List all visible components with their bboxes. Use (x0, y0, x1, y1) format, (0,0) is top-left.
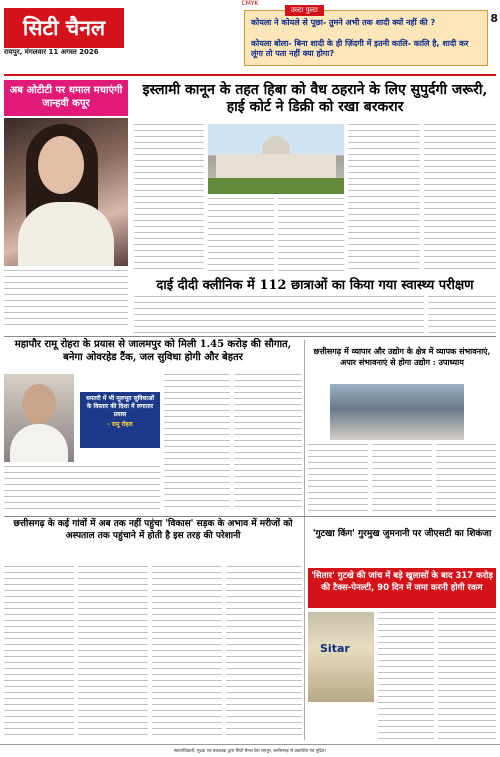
dateline: रायपुर, मंगलवार 11 अगस्त 2026 (4, 48, 99, 56)
story4-body-col1 (308, 444, 368, 516)
gutka-packet-photo-icon (308, 612, 374, 702)
lead-body-col5 (424, 124, 496, 274)
story5-headline: छत्तीसगढ़ के कई गांवों में अब तक नहीं पहुंचा 'विकास' सड़क के अभाव में मरीजों को अस्पताल तक पहुंचाने में होती है इस तरह की परेशानी (13, 519, 293, 541)
page-number: 8 (490, 12, 498, 25)
section-rule (4, 516, 496, 517)
story4-body-col2 (372, 444, 432, 516)
story6-body-col2 (438, 612, 496, 740)
sidebar-headline: अब ओटीटी पर धमाल मचाएंगी जान्हवी कपूर (4, 80, 128, 116)
lead-body-col4 (348, 124, 420, 274)
story6-subhead: 'सितार' गुटखे की जांच में बड़े खुलासों के बाद 317 करोड़ की टैक्स-पेनल्टी, 90 दिन में जमा करनी होगी रकम (308, 568, 496, 608)
lead-body-col1 (134, 124, 204, 274)
teaser-line: कोयला बोला- बिना शादी के ही ज़िंदगी में इतनी कालि- कालि है, शादी कर लूंगा तो पता नहीं क्या होगा? (251, 39, 469, 58)
story5-body-col3 (152, 566, 222, 740)
leader-photo-icon (4, 374, 74, 462)
quote-author: - रामू रोहरा (107, 421, 133, 428)
lead-body-col3 (278, 198, 344, 274)
lead-body-col2 (208, 198, 274, 274)
quote-text: धमतरी में भी मूलभूत सुविधाओं के विस्तार की दिशा में लगातार प्रयास (85, 395, 155, 418)
imprint-footer: स्वत्वाधिकारी, मुद्रक एवं प्रकाशक द्वारा सिटी चैनल प्रेस रायपुर, छत्तीसगढ़ से प्रकाशित एवं मुद्रित। (0, 744, 500, 757)
story2-body-col2 (428, 296, 496, 334)
story2-headline: दाई दीदी क्लीनिक में 112 छात्राओं का किया गया स्वास्थ्य परीक्षण (156, 278, 474, 293)
story2-body (134, 296, 424, 334)
story5-body-col2 (78, 566, 148, 740)
story3-body-col1 (4, 466, 160, 512)
teaser-line: कोयला ने कोयले से पूछा- तुमने अभी तक शादी क्यों नहीं की ? (251, 18, 436, 27)
story3-headline: महापौर रामू रोहरा के प्रयास से जालमपुर को मिली 1.45 करोड़ की सौगात, बनेगा ओवरहेड टैंक, जल सुविधा होगी और बेहतर (14, 339, 292, 363)
story6-headline: 'गुटखा किंग' गुरमुख जुमनानी पर जीएसटी का शिकंजा (312, 529, 492, 539)
story4-headline: छत्तीसगढ़ में व्यापार और उद्योग के क्षेत्र में व्यापक संभावनाएं, अपार संभावनाएं से होगा उद्योग : उपाध्याय (313, 346, 491, 367)
column-divider (304, 340, 305, 740)
packet-label: Sitar (320, 642, 350, 655)
teaser-box (244, 6, 488, 66)
story3-body-col3 (234, 374, 302, 512)
sidebar-body-text (4, 270, 128, 330)
teaser-tag: उल्टा पुल्टा (285, 5, 324, 16)
high-court-building-photo-icon (208, 124, 344, 194)
lead-headline: इस्लामी कानून के तहत हिबा को वैध ठहराने के लिए सुपुर्दगी जरूरी, हाई कोर्ट ने डिक्री को रखा बरकरार (142, 82, 488, 115)
story5-body-col4 (226, 566, 302, 740)
portrait-photo-icon (4, 118, 128, 266)
quote-box (80, 392, 160, 448)
story3-body-col2 (164, 374, 230, 512)
section-rule (4, 336, 496, 337)
header-rule (4, 74, 496, 76)
story5-body-col1 (4, 566, 74, 740)
story6-body-col1 (378, 612, 434, 740)
story4-body-col3 (436, 444, 496, 516)
registration-mark: CMYK (241, 0, 259, 7)
meeting-photo-icon (330, 384, 464, 440)
masthead-brand: सिटी चैनल (4, 8, 124, 48)
